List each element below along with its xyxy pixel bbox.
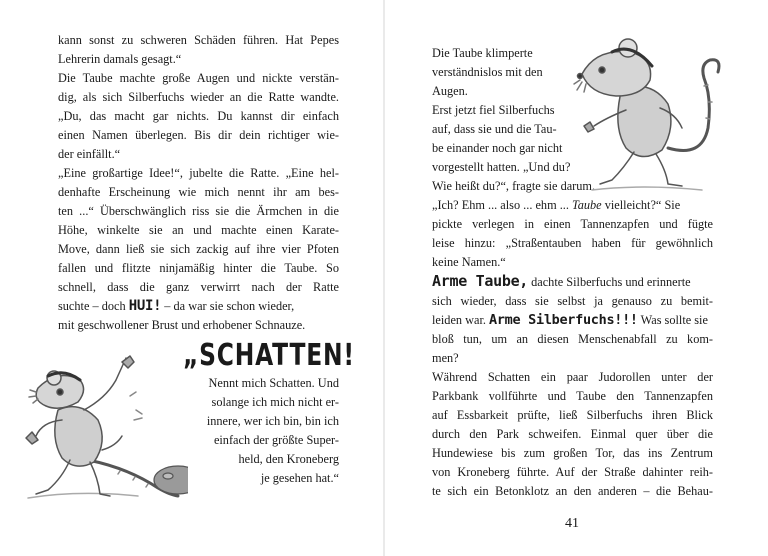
- text-line: der einfällt.“: [58, 147, 121, 161]
- text-line: Höhe, winkelte sie an und machte einen Karate-: [58, 223, 339, 237]
- comic-word: Arme Silberfuchs!!!: [489, 312, 638, 328]
- text-line: innere, wer ich bin, bin ich: [206, 414, 339, 428]
- text-line: von Kroneberg führte. Auf der Straße dahinter reih-: [432, 465, 713, 479]
- text-line: Lehrerin damals gesagt.“: [58, 52, 182, 66]
- text-line: Hundewiese bis zum großen Tor, das ins Zentrum: [432, 446, 713, 460]
- text-line: held, den Kroneberg: [238, 452, 339, 466]
- text-line: verständnislos mit den: [432, 65, 543, 79]
- text-line: [432, 270, 691, 293]
- text-run: – da war sie schon wieder,: [161, 299, 295, 313]
- text-line: be einander noch gar nicht: [432, 141, 563, 155]
- text-line: „Eine großartige Idee!“, jubelte die Ratte. „Eine hel-: [58, 166, 339, 180]
- text-run: Was sollte sie: [637, 313, 708, 327]
- text-line: solange ich mich nicht er-: [211, 395, 339, 409]
- text-line: denhafte Erscheinung wie mich nennt ihr am bes-: [58, 185, 339, 199]
- text-run: suchte – doch: [58, 299, 129, 313]
- text-line: [432, 197, 680, 213]
- text-run: vielleicht?“ Sie: [601, 198, 681, 212]
- text-run: dachte Silberfuchs und erinnerte: [528, 275, 691, 289]
- text-line: [58, 298, 294, 314]
- text-line: pickte verlegen in einen Tannenzapfen und fügte: [432, 217, 713, 231]
- shout-heading: „SCHATTEN!: [183, 338, 355, 373]
- text-line: te sich ein Betonklotz an den anderen – die Behau-: [432, 484, 713, 498]
- italic-name: Taube: [572, 198, 602, 212]
- text-line: keine Namen.“: [432, 255, 506, 269]
- comic-word: Arme Taube,: [432, 272, 529, 290]
- text-line: fallen und flitzte ninjamäßig hinter die Taube. So: [58, 261, 339, 275]
- rat-standing-illustration: [572, 18, 742, 198]
- text-line: men?: [432, 351, 459, 365]
- page-number: 41: [565, 516, 579, 531]
- right-page: [384, 0, 768, 556]
- text-line: ten ...“ Überschwänglich riss sie die Ärmchen in die: [58, 204, 339, 218]
- text-line: Während Schatten ein paar Judorollen unter der: [432, 370, 713, 384]
- text-line: einfach der größte Super-: [213, 433, 339, 447]
- rat-karate-illustration: [18, 350, 188, 510]
- text-line: kann sonst zu schweren Schäden führen. Hat Pepes: [58, 33, 339, 47]
- text-line: leise hinzu: „Straßentauben haben für gewöhnlich: [432, 236, 713, 250]
- text-line: auf, dass sie und die Tau-: [432, 122, 557, 136]
- text-line: Die Taube machte große Augen und nickte verstän-: [58, 71, 339, 85]
- text-line: Die Taube klimperte: [432, 46, 533, 60]
- text-line: Nennt mich Schatten. Und: [208, 376, 339, 390]
- text-line: Wie heißt du?“, fragte sie darum.: [432, 179, 596, 193]
- text-line: vorgestellt hatten. „Und du?: [432, 160, 571, 174]
- text-line: Parkbank vollführte und Taube den Tannenzapfen: [432, 389, 713, 403]
- text-line: sich wieder, dass sie selbst ja genauso zu bemit-: [432, 294, 713, 308]
- text-line: dig, als sich Silberfuchs wieder an die Ratte wandte.: [58, 90, 339, 104]
- text-run: „Ich? Ehm ... also ... ehm ...: [432, 198, 573, 212]
- text-line: bloß tun, um an diesen Menschenabfall zu kom-: [432, 332, 713, 346]
- text-line: auf Essbarkeit prüfte, ließ Silberfuchs ihren Blick: [432, 408, 713, 422]
- text-line: durch den Park schweifen. Einmal quer über die: [432, 427, 713, 441]
- text-line: Move, dann ließ sie sich zackig auf ihre vier Pfoten: [58, 242, 339, 256]
- text-line: Augen.: [432, 84, 468, 98]
- text-line: „Du, das macht gar nichts. Du kannst dir einfach: [58, 109, 339, 123]
- text-line: schnell, dass die ganz verwirrt nach der Ratte: [58, 280, 339, 294]
- comic-word: HUI!: [128, 298, 162, 314]
- text-line: je gesehen hat.“: [260, 471, 339, 485]
- text-line: einen Namen überlegen. Bis dir dein richtiger wie-: [58, 128, 339, 142]
- text-line: mit geschwollener Brust und erhobener Schnauze.: [58, 318, 306, 332]
- text-run: leiden war.: [432, 313, 490, 327]
- text-line: [432, 311, 708, 329]
- text-line: Erst jetzt fiel Silberfuchs: [432, 103, 555, 117]
